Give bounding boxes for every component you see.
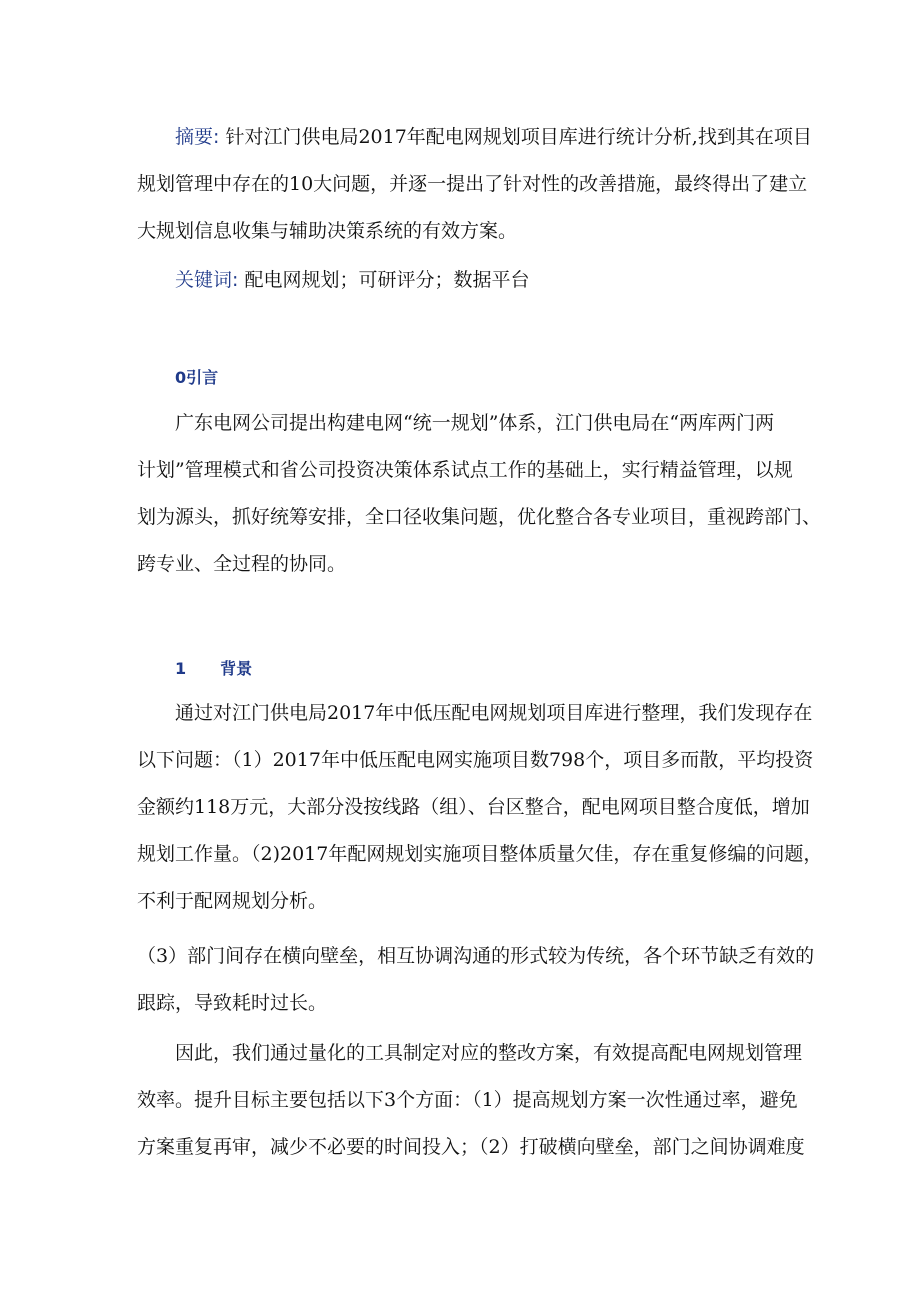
background-p3-line-3: 方案重复再审，减少不必要的时间投入；（2）打破横向壁垒，部门之间协调难度 — [137, 1136, 805, 1158]
intro-line-1: 广东电网公司提出构建电网“统一规划”体系，江门供电局在“两库两门两 — [175, 412, 775, 434]
keywords-line — [137, 257, 797, 304]
intro-paragraph — [137, 400, 822, 588]
background-paragraph-1 — [137, 690, 823, 925]
abstract-label: 摘要: — [175, 126, 220, 148]
background-p1-line-5: 不利于配网规划分析。 — [137, 890, 328, 912]
keywords-text: 配电网规划；可研评分；数据平台 — [244, 269, 530, 291]
section-heading-background — [175, 657, 252, 681]
abstract-paragraph — [137, 114, 812, 255]
background-p2-line-2: 跟踪，导致耗时过长。 — [137, 992, 328, 1014]
section-title: 背景 — [220, 659, 253, 678]
background-p1-line-1: 通过对江门供电局2017年中低压配电网规划项目库进行整理，我们发现存在 — [175, 702, 813, 724]
background-paragraph-2 — [137, 933, 815, 1027]
keywords-label: 关键词: — [175, 269, 239, 291]
abstract-line-1: 摘要: 针对江门供电局2017年配电网规划项目库进行统计分析,找到其在项目 — [175, 126, 812, 148]
intro-line-4: 跨专业、全过程的协同。 — [137, 553, 347, 575]
abstract-line-3: 大规划信息收集与辅助决策系统的有效方案。 — [137, 220, 518, 242]
background-p3-line-1: 因此，我们通过量化的工具制定对应的整改方案，有效提高配电网规划管理 — [175, 1042, 803, 1064]
intro-line-3: 划为源头，抓好统筹安排，全口径收集问题，优化整合各专业项目，重视跨部门、 — [137, 506, 822, 528]
section-heading-intro: 0引言 — [175, 368, 219, 387]
background-p1-line-2: 以下问题：（1）2017年中低压配电网实施项目数798个，项目多而散，平均投资 — [137, 749, 814, 771]
section-number: 1 — [175, 659, 187, 678]
background-p3-line-2: 效率。提升目标主要包括以下3个方面：（1）提高规划方案一次性通过率，避免 — [137, 1089, 798, 1111]
abstract-line-2: 规划管理中存在的10大问题，并逐一提出了针对性的改善措施，最终得出了建立 — [137, 173, 808, 195]
background-paragraph-3 — [137, 1030, 805, 1171]
keywords-paragraph — [137, 257, 797, 304]
background-p2-line-1: （3）部门间存在横向壁垒，相互协调沟通的形式较为传统，各个环节缺乏有效的 — [137, 945, 815, 967]
intro-line-2: 计划”管理模式和省公司投资决策体系试点工作的基础上，实行精益管理，以规 — [137, 459, 793, 481]
background-p1-line-3: 金额约118万元，大部分没按线路（组）、台区整合，配电网项目整合度低，增加 — [137, 796, 810, 818]
background-p1-line-4: 规划工作量。（2)2017年配网规划实施项目整体质量欠佳，存在重复修编的问题， — [137, 843, 823, 865]
